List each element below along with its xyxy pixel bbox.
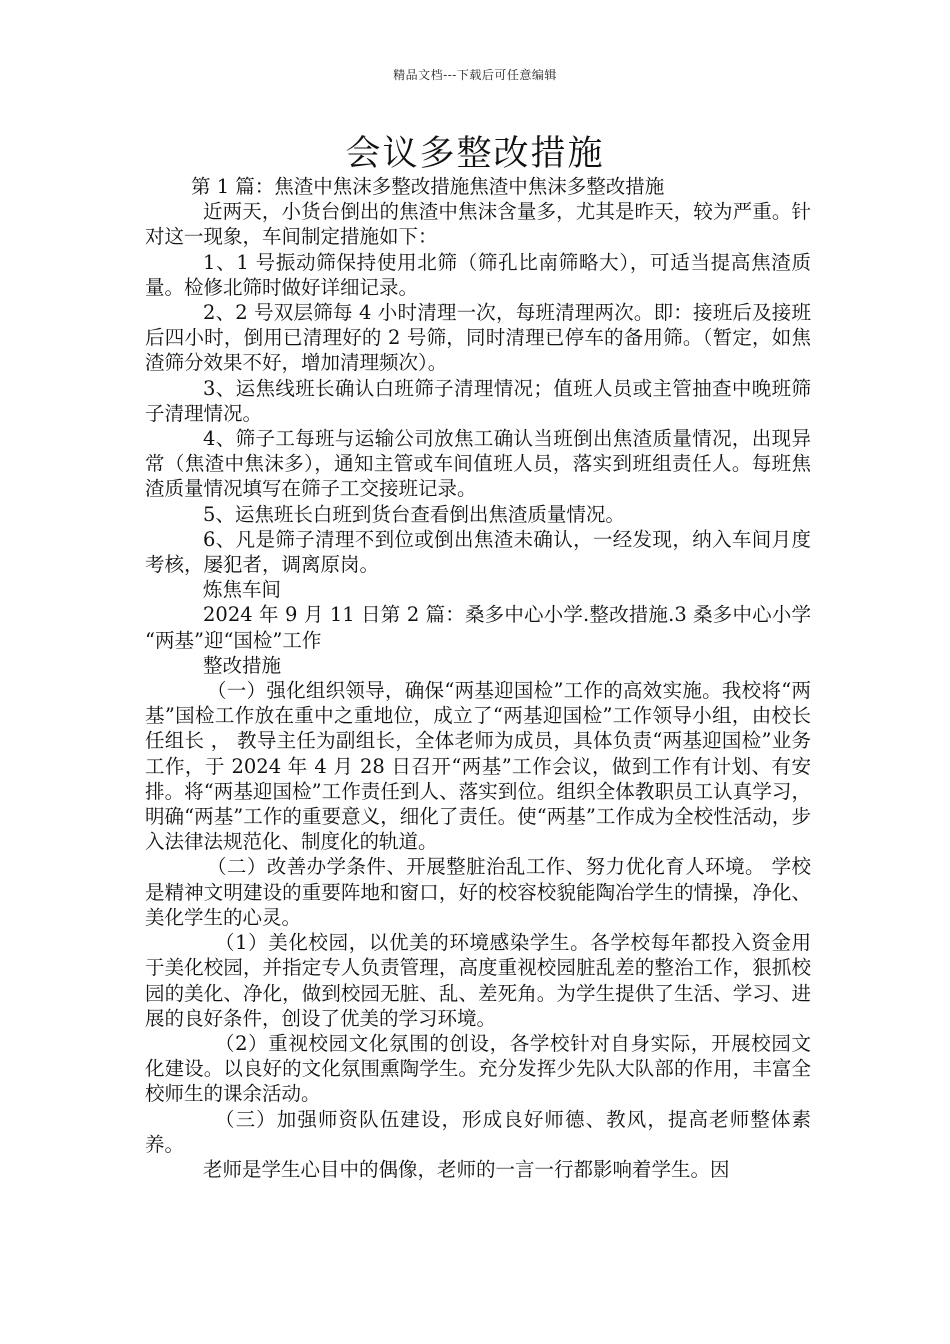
paragraph: 3、运焦线班长确认白班筛子清理情况；值班人员或主管抽查中晚班筛子清理情况。: [145, 376, 811, 425]
paragraph: 2024 年 9 月 11 日第 2 篇：桑多中心小学.整改措施.3 桑多中心小学 “两基”迎“国检”工作: [145, 603, 811, 652]
paragraph: （二）改善办学条件、开展整脏治乱工作、努力优化育人环境。 学校是精神文明建设的重要阵地和窗口，好的校容校貌能陶冶学生的情操，净化、美化学生的心灵。: [145, 855, 811, 929]
paragraph: （三）加强师资队伍建设，形成良好师德、教风，提高老师整体素养。: [145, 1107, 811, 1156]
paragraph: 5、运焦班长白班到货台查看倒出焦渣质量情况。: [203, 502, 625, 526]
signature-dept: 炼焦车间: [203, 578, 282, 602]
paragraph: 6、凡是筛子清理不到位或倒出焦渣未确认，一经发现，纳入车间月度考核，屡犯者，调离原岗。: [145, 527, 811, 577]
paragraph: 1、1 号振动筛保持使用北筛（筛孔比南筛略大），可适当提高焦渣质量。检修北筛时做好详细记录。: [145, 250, 811, 299]
document-body: [145, 174, 811, 1182]
paragraph: 2、2 号双层筛每 4 小时清理一次，每班清理两次。即：接班后及接班后四小时，倒用已清理好的 2 号筛，同时清理已停车的备用筛。（暂定，如焦渣筛分效果不好，增加清理频次）。: [145, 301, 811, 375]
paragraph: （一）强化组织领导，确保“两基迎国检”工作的高效实施。我校将“两基”国检工作放在重中之重地位，成立了“两基迎国检”工作领导小组，由校长任组长 ， 教导主任为副组长，全体老师为成员，具体负责“两基迎国检”业务工作，于 2024 年 4 月 28 日召开“两基”工作会议，做到工作有计划、有安排。将“两基迎国检”工作责任到人、落实到位。组织全体教职员工认真学习，明确“两基”工作的重要意义，细化了责任。使“两基”工作成为全校性活动，步入法律法规范化、制度化的轨道。: [145, 679, 811, 854]
paragraph: 4、筛子工每班与运输公司放焦工确认当班倒出焦渣质量情况，出现异常（焦渣中焦沫多），通知主管或车间值班人员，落实到班组责任人。每班焦渣质量情况填写在筛子工交接班记录。: [145, 427, 811, 501]
paragraph: （1）美化校园，以优美的环境感染学生。各学校每年都投入资金用于美化校园，并指定专人负责管理，高度重视校园脏乱差的整治工作，狠抓校园的美化、净化，做到校园无脏、乱、差死角。为学生提供了生活、学习、进展的良好条件，创设了优美的学习环境。: [145, 931, 811, 1030]
paragraph: （2）重视校园文化氛围的创设，各学校针对自身实际，开展校园文化建设。以良好的文化氛围熏陶学生。充分发挥少先队大队部的作用，丰富全校师生的课余活动。: [145, 1031, 811, 1106]
paragraph: 第 1 篇：焦渣中焦沫多整改措施焦渣中焦沫多整改措施: [191, 175, 665, 198]
document-title: 会议多整改措施: [345, 134, 605, 174]
section-heading: 整改措施: [203, 653, 282, 677]
paragraph: 近两天，小货台倒出的焦渣中焦沫含量多，尤其是昨天，较为严重。针对这一现象，车间制定措施如下：: [145, 200, 811, 249]
paragraph: 老师是学生心目中的偶像，老师的一言一行都影响着学生。因: [203, 1157, 730, 1181]
page-header-note: 精品文档---下载后可任意编辑: [393, 68, 557, 82]
